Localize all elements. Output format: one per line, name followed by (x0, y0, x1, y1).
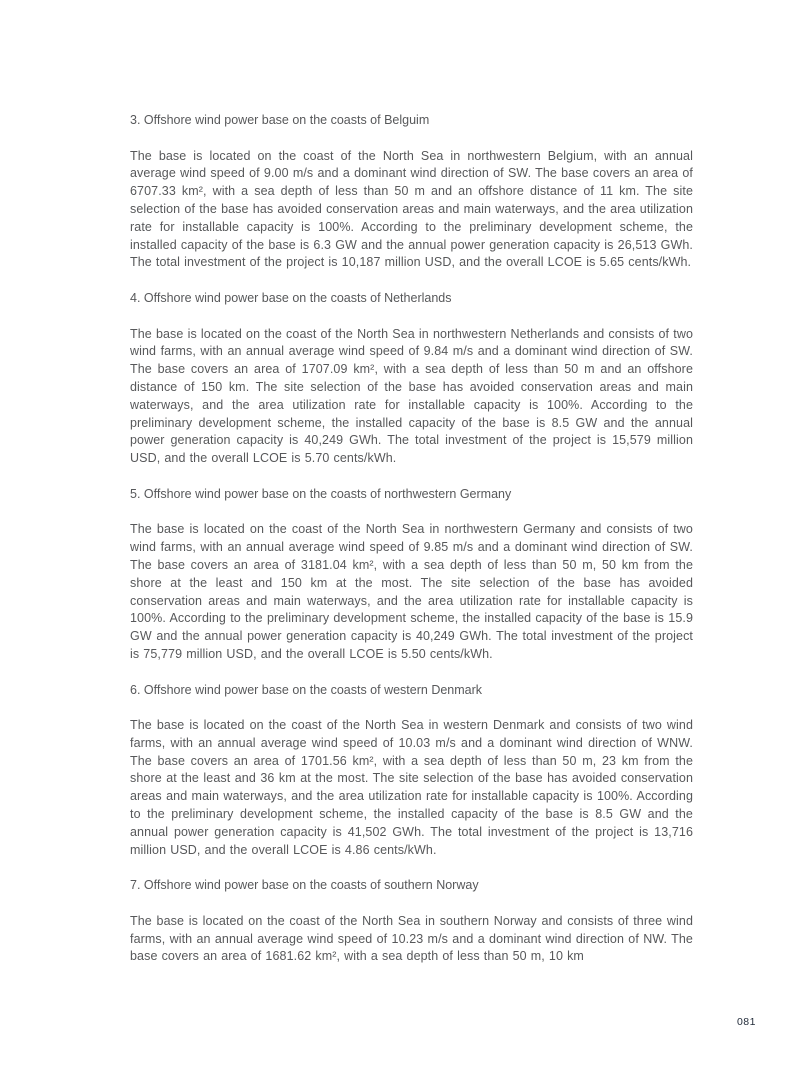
page-content (130, 112, 693, 984)
section-body-belgium: The base is located on the coast of the North Sea in northwestern Belgium, with an annual average wind speed of 9.00 m/s and a dominant wind direction of SW. The base covers an area of 6707.33 km², with a sea depth of less than 50 m and an offshore distance of 11 km. The site selection of the base has avoided conservation areas and main waterways, and the area utilization rate for installable capacity is 100%. According to the preliminary development scheme, the installed capacity of the base is 6.3 GW and the annual power generation capacity is 26,513 GWh. The total investment of the project is 10,187 million USD, and the overall LCOE is 5.65 cents/kWh. (130, 148, 693, 270)
section-body-netherlands: The base is located on the coast of the North Sea in northwestern Netherlands and consists of two wind farms, with an annual average wind speed of 9.84 m/s and a dominant wind direction of SW. The base covers an area of 1707.09 km², with a sea depth of less than 50 m and an offshore distance of 150 km. The site selection of the base has avoided conservation areas and main waterways, and the area utilization rate for installable capacity is 100%. According to the preliminary development scheme, the installed capacity of the base is 8.5 GW and the annual power generation capacity is 40,249 GWh. The total investment of the project is 15,579 million USD, and the overall LCOE is 5.70 cents/kWh. (130, 326, 693, 466)
section-heading-norway: 7. Offshore wind power base on the coasts of southern Norway (130, 878, 479, 893)
section-heading-netherlands: 4. Offshore wind power base on the coasts of Netherlands (130, 290, 452, 305)
section-body-germany: The base is located on the coast of the North Sea in northwestern Germany and consists of two wind farms, with an annual average wind speed of 9.85 m/s and a dominant wind direction of SW. The base covers an area of 3181.04 km², with a sea depth of less than 50 m, 50 km from the shore at the least and 150 km at the most. The site selection of the base has avoided conservation areas and main waterways, and the area utilization rate for installable capacity is 100%. According to the preliminary development scheme, the installed capacity of the base is 15.9 GW and the annual power generation capacity is 40,249 GWh. The total investment of the project is 75,779 million USD, and the overall LCOE is 5.50 cents/kWh. (130, 522, 693, 661)
section-body-denmark: The base is located on the coast of the North Sea in western Denmark and consists of two wind farms, with an annual average wind speed of 10.03 m/s and a dominant wind direction of WNW. The base covers an area of 1701.56 km², with a sea depth of less than 50 m, 23 km from the shore at the least and 36 km at the most. The site selection of the base has avoided conservation areas and main waterways, and the area utilization rate for installable capacity is 100%. According to the preliminary development scheme, the installed capacity of the base is 8.5 GW and the annual power generation capacity is 41,502 GWh. The total investment of the project is 13,716 million USD, and the overall LCOE is 4.86 cents/kWh. (130, 718, 693, 857)
section-heading-germany: 5. Offshore wind power base on the coasts of northwestern Germany (130, 486, 512, 501)
section-heading-belgium: 3. Offshore wind power base on the coasts of Belguim (130, 113, 430, 127)
section-body-norway: The base is located on the coast of the North Sea in southern Norway and consists of three wind farms, with an annual average wind speed of 10.23 m/s and a dominant wind direction of NW. The base covers an area of 1681.62 km², with a sea depth of less than 50 m, 10 km (130, 913, 693, 964)
page-number: 081 (736, 1016, 756, 1028)
section-heading-denmark: 6. Offshore wind power base on the coasts of western Denmark (130, 682, 483, 697)
